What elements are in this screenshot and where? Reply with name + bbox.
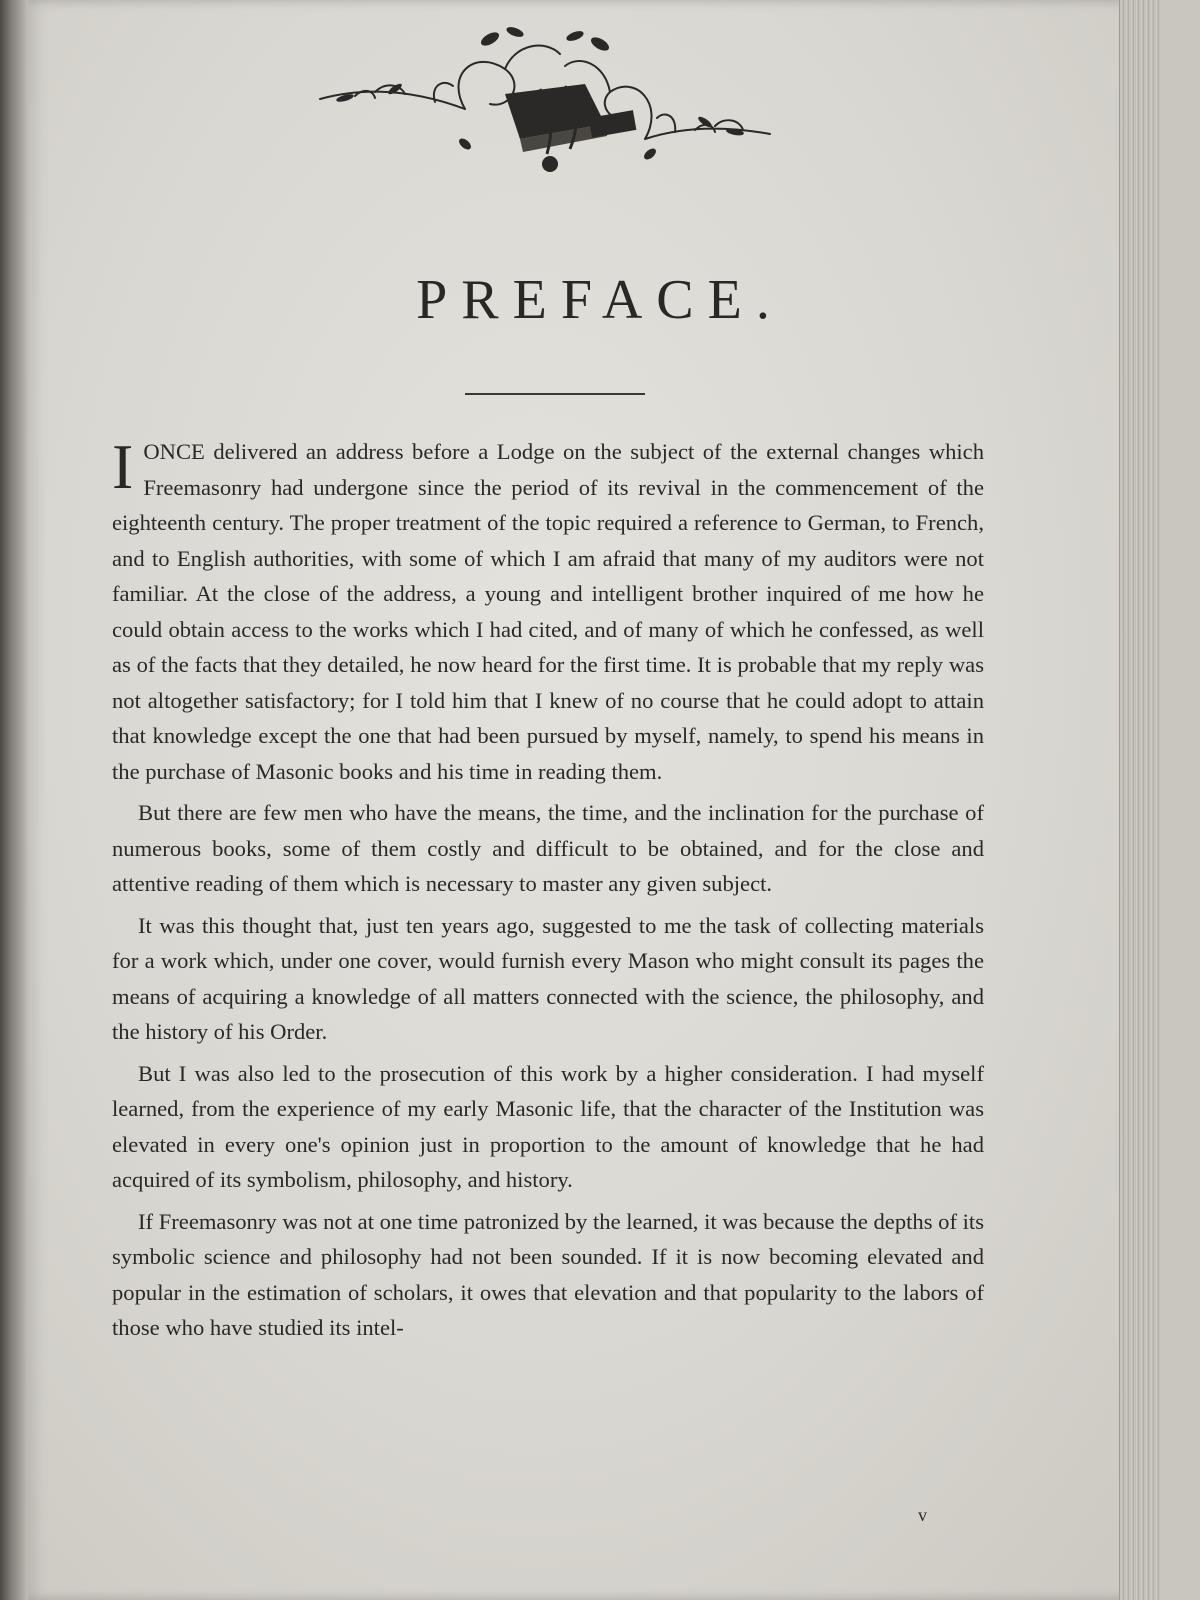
drop-cap: I — [112, 431, 134, 502]
preface-body — [112, 431, 984, 1352]
paragraph-2: But there are few men who have the means, the time, and the inclination for the purchase of numerous books, some of them costly and difficult to be obtained, and for the close and attentive reading of them which is necessary to master any given subject. — [112, 800, 984, 896]
paragraph-3: It was this thought that, just ten years ago, suggested to me the task of collecting materials for a work which, under one cover, would furnish every Mason who might consult its pages the means of acquiring a knowledge of all matters connected with the science, the philosophy, and the history of his Order. — [112, 912, 984, 1044]
title-rule — [465, 393, 645, 395]
ornament-headpiece — [315, 14, 775, 189]
paragraph-1 — [112, 431, 984, 789]
page-edges — [1119, 0, 1160, 1600]
paragraph-4: But I was also led to the prosecution of this work by a higher consideration. I had myself learned, from the experience of my early Masonic life, that the character of the Institution was elevated in every one's opinion just in proportion to the amount of knowledge that he had acquired of its symbolism, philosophy, and history. — [112, 1060, 984, 1192]
paragraph-1-text: ONCE delivered an address before a Lodge on the subject of the external changes which Freemasonry had undergone since the period of its revival in the commencement of the eighteenth century. The proper treatment of the topic required a reference to German, to French, and to English authorities, with some of which I am afraid that many of my auditors were not familiar. At the close of the address, a young and intelligent brother inquired of me how he could obtain access to the works which I had cited, and of many of which he confessed, as well as of the facts that they detailed, he now heard for the first time. It is probable that my reply was not altogether satisfactory; for I told him that I knew of no course that he could adopt to attain that knowledge except the one that had been pursued by myself, namely, to spend his means in the purchase of Masonic books and his time in reading them. — [112, 439, 984, 784]
signature-mark: v — [918, 1505, 927, 1525]
paragraph-5: If Freemasonry was not at one time patronized by the learned, it was because the depths of its symbolic science and philosophy had not been sounded. If it is now becoming elevated and popular in the estimation of scholars, it owes that elevation and that popularity to the labors of those who have studied its intel- — [112, 1208, 984, 1340]
page-title: PREFACE. — [416, 269, 784, 331]
